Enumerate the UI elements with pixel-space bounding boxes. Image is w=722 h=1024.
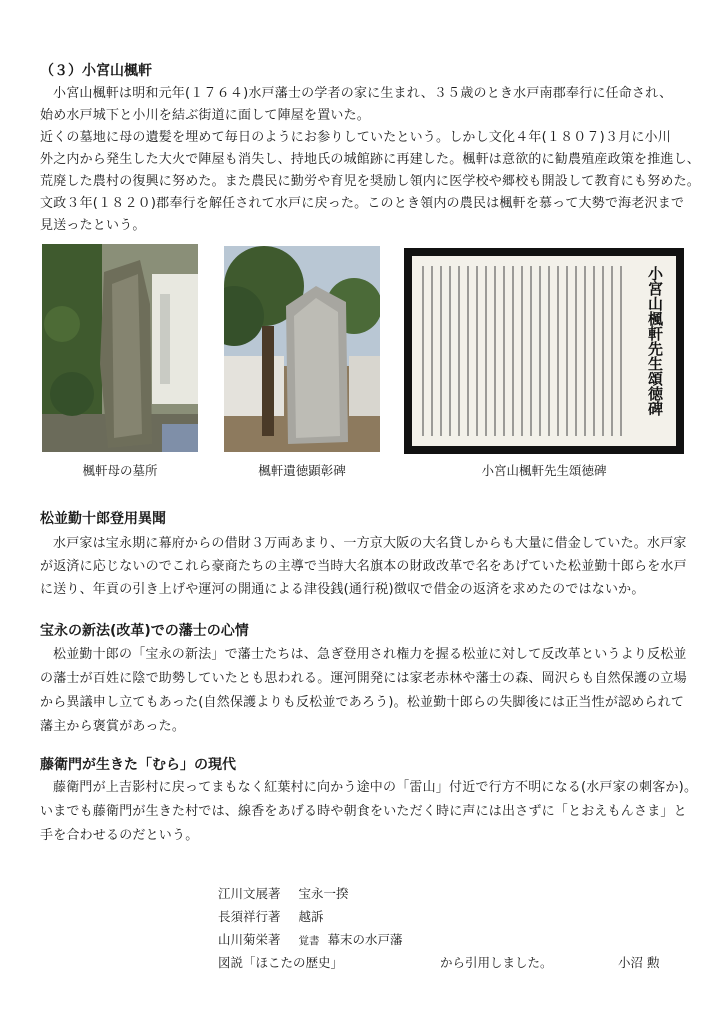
credit-author: 図説「ほこたの歴史」	[218, 955, 344, 970]
credit-line-3	[218, 930, 403, 948]
section2-title: 松並勤十郎登用異聞	[40, 511, 166, 527]
caption-sign-board: 小宮山楓軒先生頌徳碑	[481, 463, 607, 478]
credit-line-1	[218, 884, 349, 902]
section1-line-3: 近くの墓地に母の遺髪を埋めて毎日のようにお参りしていたという。しかし文化４年(１８０７)３月に小川	[40, 130, 671, 145]
section3-line-2: の藩士が百姓に陰で助勢していたとも思われる。運河開発には家老赤林や藩士の森、岡沢らも自然保護の立場	[40, 671, 687, 686]
section2-line-1: 水戸家は宝永期に幕府からの借財３万両あまり、一方京大阪の大名貸しからも大量に借金していた。水戸家	[53, 536, 687, 551]
section4-line-1: 藤衛門が上吉影村に戻ってまもなく紅葉村に向かう途中の「雷山」付近で行方不明になる(水戸家の刺客か)。	[53, 780, 698, 795]
section3-line-1: 松並勤十郎の「宝永の新法」で藩士たちは、急ぎ登用され権力を握る松並に対して反改革というより反松並	[53, 647, 687, 662]
section1-line-4: 外之内から発生した大火で陣屋も消失し、持地氏の城館跡に再建した。楓軒は意欲的に勧農殖産政策を推進し、	[40, 152, 701, 167]
credit-suffix: から引用しました。	[440, 955, 553, 970]
credit-line-4	[218, 953, 343, 971]
credit-work: 宝永一揆	[298, 886, 349, 901]
section4-line-3: 手を合わせるのだという。	[40, 828, 199, 843]
photo-sign-board	[404, 248, 684, 454]
credit-author: 江川文展著	[218, 886, 281, 901]
section4-line-2: いまでも藤衛門が生きた村では、線香をあげる時や朝食をいただく時に声には出さずに「とおえもんさま」と	[40, 804, 687, 819]
section1-line-1: 小宮山楓軒は明和元年(１７６４)水戸藩士の学者の家に生まれ、３５歳のとき水戸南郡奉行に任命され、	[53, 86, 673, 101]
credit-signature: 小沼 勲	[618, 955, 660, 970]
credit-work: 幕末の水戸藩	[327, 932, 403, 947]
caption-grave: 楓軒母の墓所	[82, 463, 158, 478]
photo-grave	[42, 244, 198, 452]
caption-monument: 楓軒遺徳顕彰碑	[258, 463, 346, 478]
sign-text-lines	[422, 266, 622, 436]
credit-line-2	[218, 907, 324, 925]
monument-photo-illustration	[224, 246, 380, 452]
section1-line-5: 荒廃した農村の復興に努めた。また農民に勤労や育児を奨励し領内に医学校や郷校も開設して教育にも努めた。	[40, 174, 701, 189]
section3-line-4: 藩主から褒賞があった。	[40, 719, 186, 734]
section2-line-2: が返済に応じないのでこれら豪商たちの主導で当時大名旗本の財政改革で名をあげていた松並勤十郎らを水戸	[40, 559, 687, 574]
section1-line-6: 文政３年(１８２０)郡奉行を解任されて水戸に戻った。このとき領内の農民は楓軒を慕って大勢で海老沢まで	[40, 196, 685, 211]
sign-board-title: 小宮山楓軒先生頌徳碑	[646, 266, 664, 416]
credit-author: 長須祥行著	[218, 909, 281, 924]
section3-line-3: から異議申し立てもあった(自然保護よりも反松並であろう)。松並勤十郎らの失脚後には正当性が認められて	[40, 695, 685, 710]
grave-photo-illustration	[42, 244, 198, 452]
section1-line-7: 見送ったという。	[40, 218, 146, 233]
credit-note: 覚書	[298, 935, 320, 947]
section1-title: （３）小宮山楓軒	[40, 63, 152, 79]
section4-title: 藤衛門が生きた「むら」の現代	[40, 757, 236, 773]
credit-work: 越訴	[298, 909, 324, 924]
credit-author: 山川菊栄著	[218, 932, 281, 947]
photo-monument	[224, 246, 380, 452]
section1-line-2: 始め水戸城下と小川を結ぶ街道に面して陣屋を置いた。	[40, 108, 371, 123]
section2-line-3: に送り、年貢の引き上げや運河の開通による津役銭(通行税)徴収で借金の返済を求めたのではないか。	[40, 582, 645, 597]
section3-title: 宝永の新法(改革)での藩士の心情	[40, 623, 249, 639]
